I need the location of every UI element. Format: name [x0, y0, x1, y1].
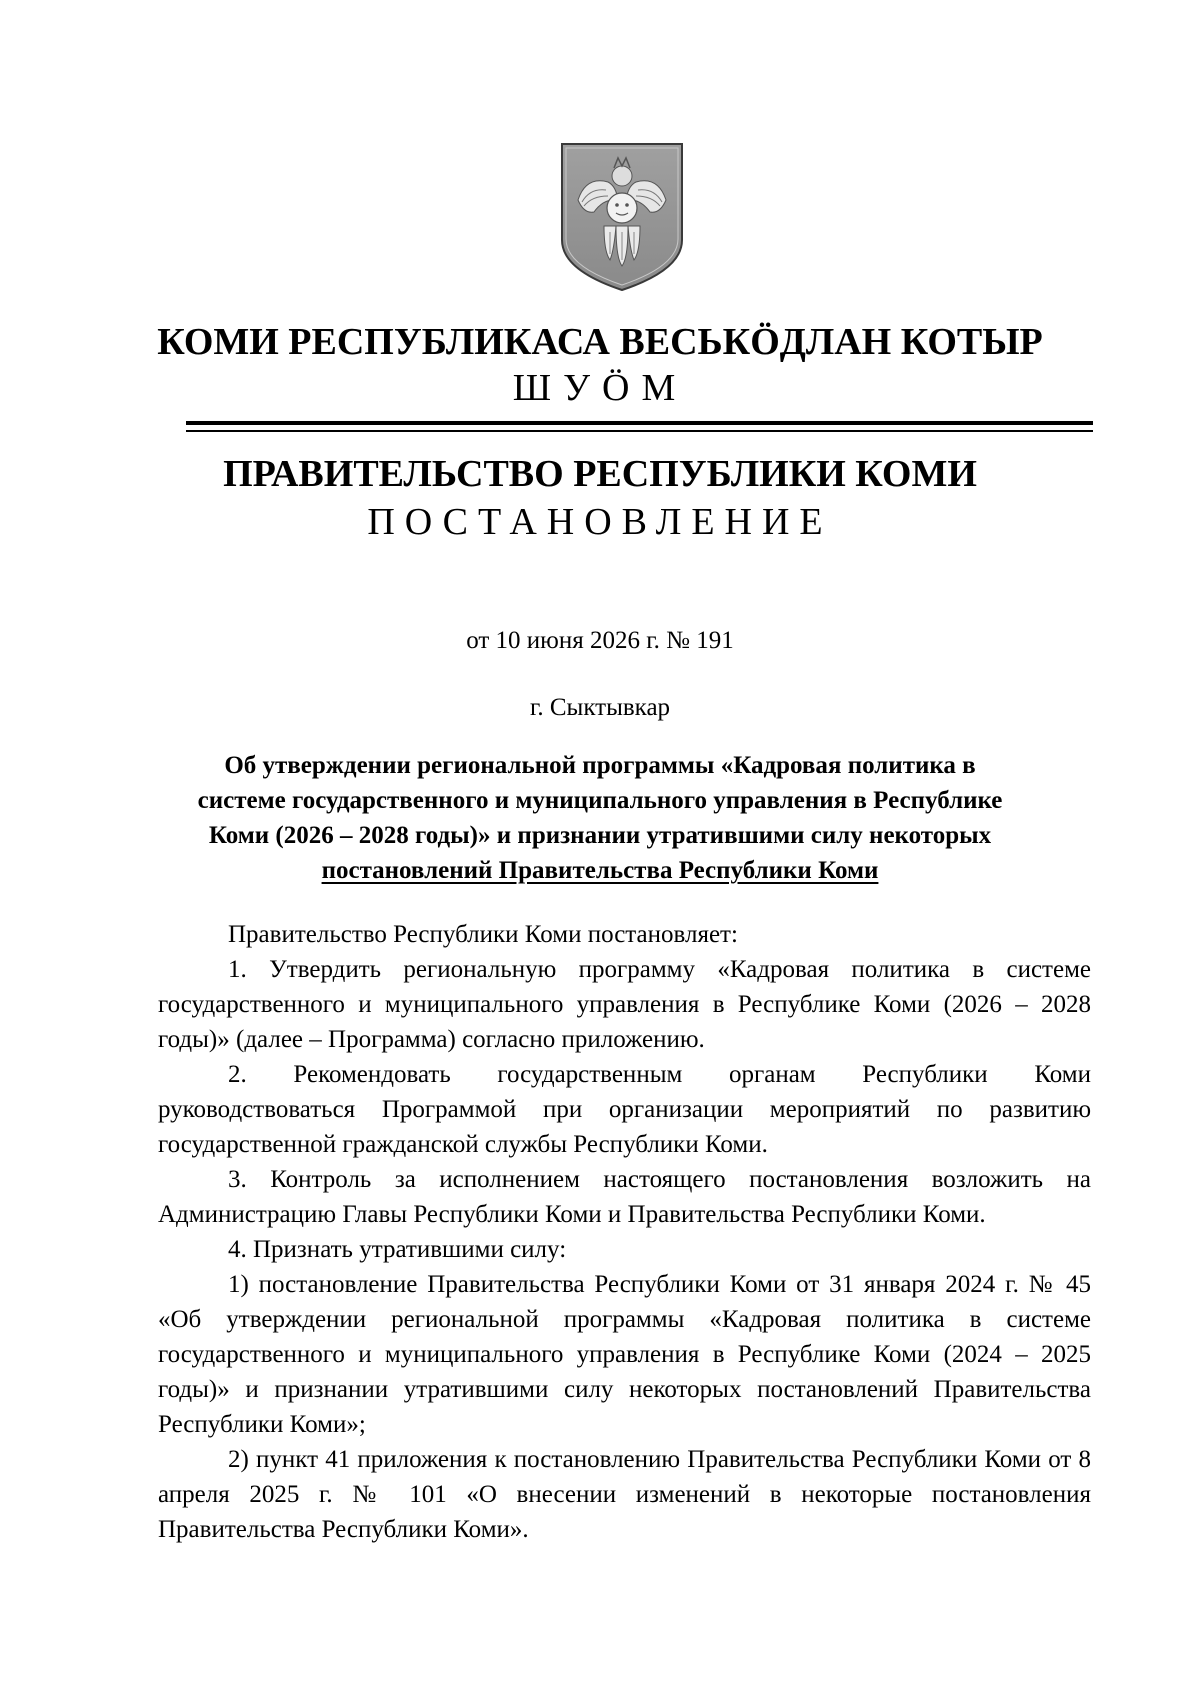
body-paragraph: 1. Утвердить региональную программу «Кадровая политика в системе государственного и муниципального управления в Республике Коми (2026 – 2028 годы)» (далее – Программа) согласно приложению.: [158, 956, 1091, 1053]
komi-header-subtitle: ШУӦМ: [512, 367, 688, 409]
body-paragraph: 4. Признать утратившими силу:: [228, 1236, 567, 1263]
title-line: постановлений Правительства Республики Коми: [321, 857, 879, 884]
body-paragraph: 3. Контроль за исполнением настоящего постановления возложить на Администрацию Главы Республики Коми и Правительства Республики Коми.: [158, 1166, 1091, 1228]
government-title: ПРАВИТЕЛЬСТВО РЕСПУБЛИКИ КОМИ: [223, 453, 977, 495]
document-type: ПОСТАНОВЛЕНИЕ: [367, 501, 833, 543]
title-line: Коми (2026 – 2028 годы)» и признании утратившими силу некоторых: [208, 822, 992, 849]
header-divider-thick: [186, 421, 1093, 425]
body-paragraph: 2) пункт 41 приложения к постановлению Правительства Республики Коми от 8 апреля 2025 г. № 101 «О внесении изменений в некоторые постановления Правительства Республики Коми».: [158, 1446, 1091, 1543]
komi-coat-of-arms-icon: [560, 142, 684, 292]
body-paragraph: 1) постановление Правительства Республики Коми от 31 января 2024 г. № 45 «Об утверждении региональной программы «Кадровая политика в системе государственного и муниципального управления в Республике Коми (2024 – 2025 годы)» и признании утратившими силу некоторых постановлений Правительства Республики Коми»;: [158, 1271, 1091, 1438]
title-line: Об утверждении региональной программы «Кадровая политика в: [224, 752, 976, 779]
document-body: [158, 917, 1091, 1547]
komi-header-title: КОМИ РЕСПУБЛИКАСА ВЕСЬКӦДЛАН КОТЫР: [157, 321, 1043, 363]
document-title: [150, 748, 1050, 888]
body-paragraph: Правительство Республики Коми постановляет:: [228, 921, 738, 948]
header-divider-thin: [186, 430, 1093, 432]
body-paragraph: 2. Рекомендовать государственным органам Республики Коми руководствоваться Программой при организации мероприятий по развитию государственной гражданской службы Республики Коми.: [158, 1061, 1091, 1158]
document-city: г. Сыктывкар: [529, 694, 671, 721]
document-date-number: от 10 июня 2026 г. № 191: [466, 627, 734, 654]
title-line: системе государственного и муниципального управления в Республике: [197, 787, 1003, 814]
